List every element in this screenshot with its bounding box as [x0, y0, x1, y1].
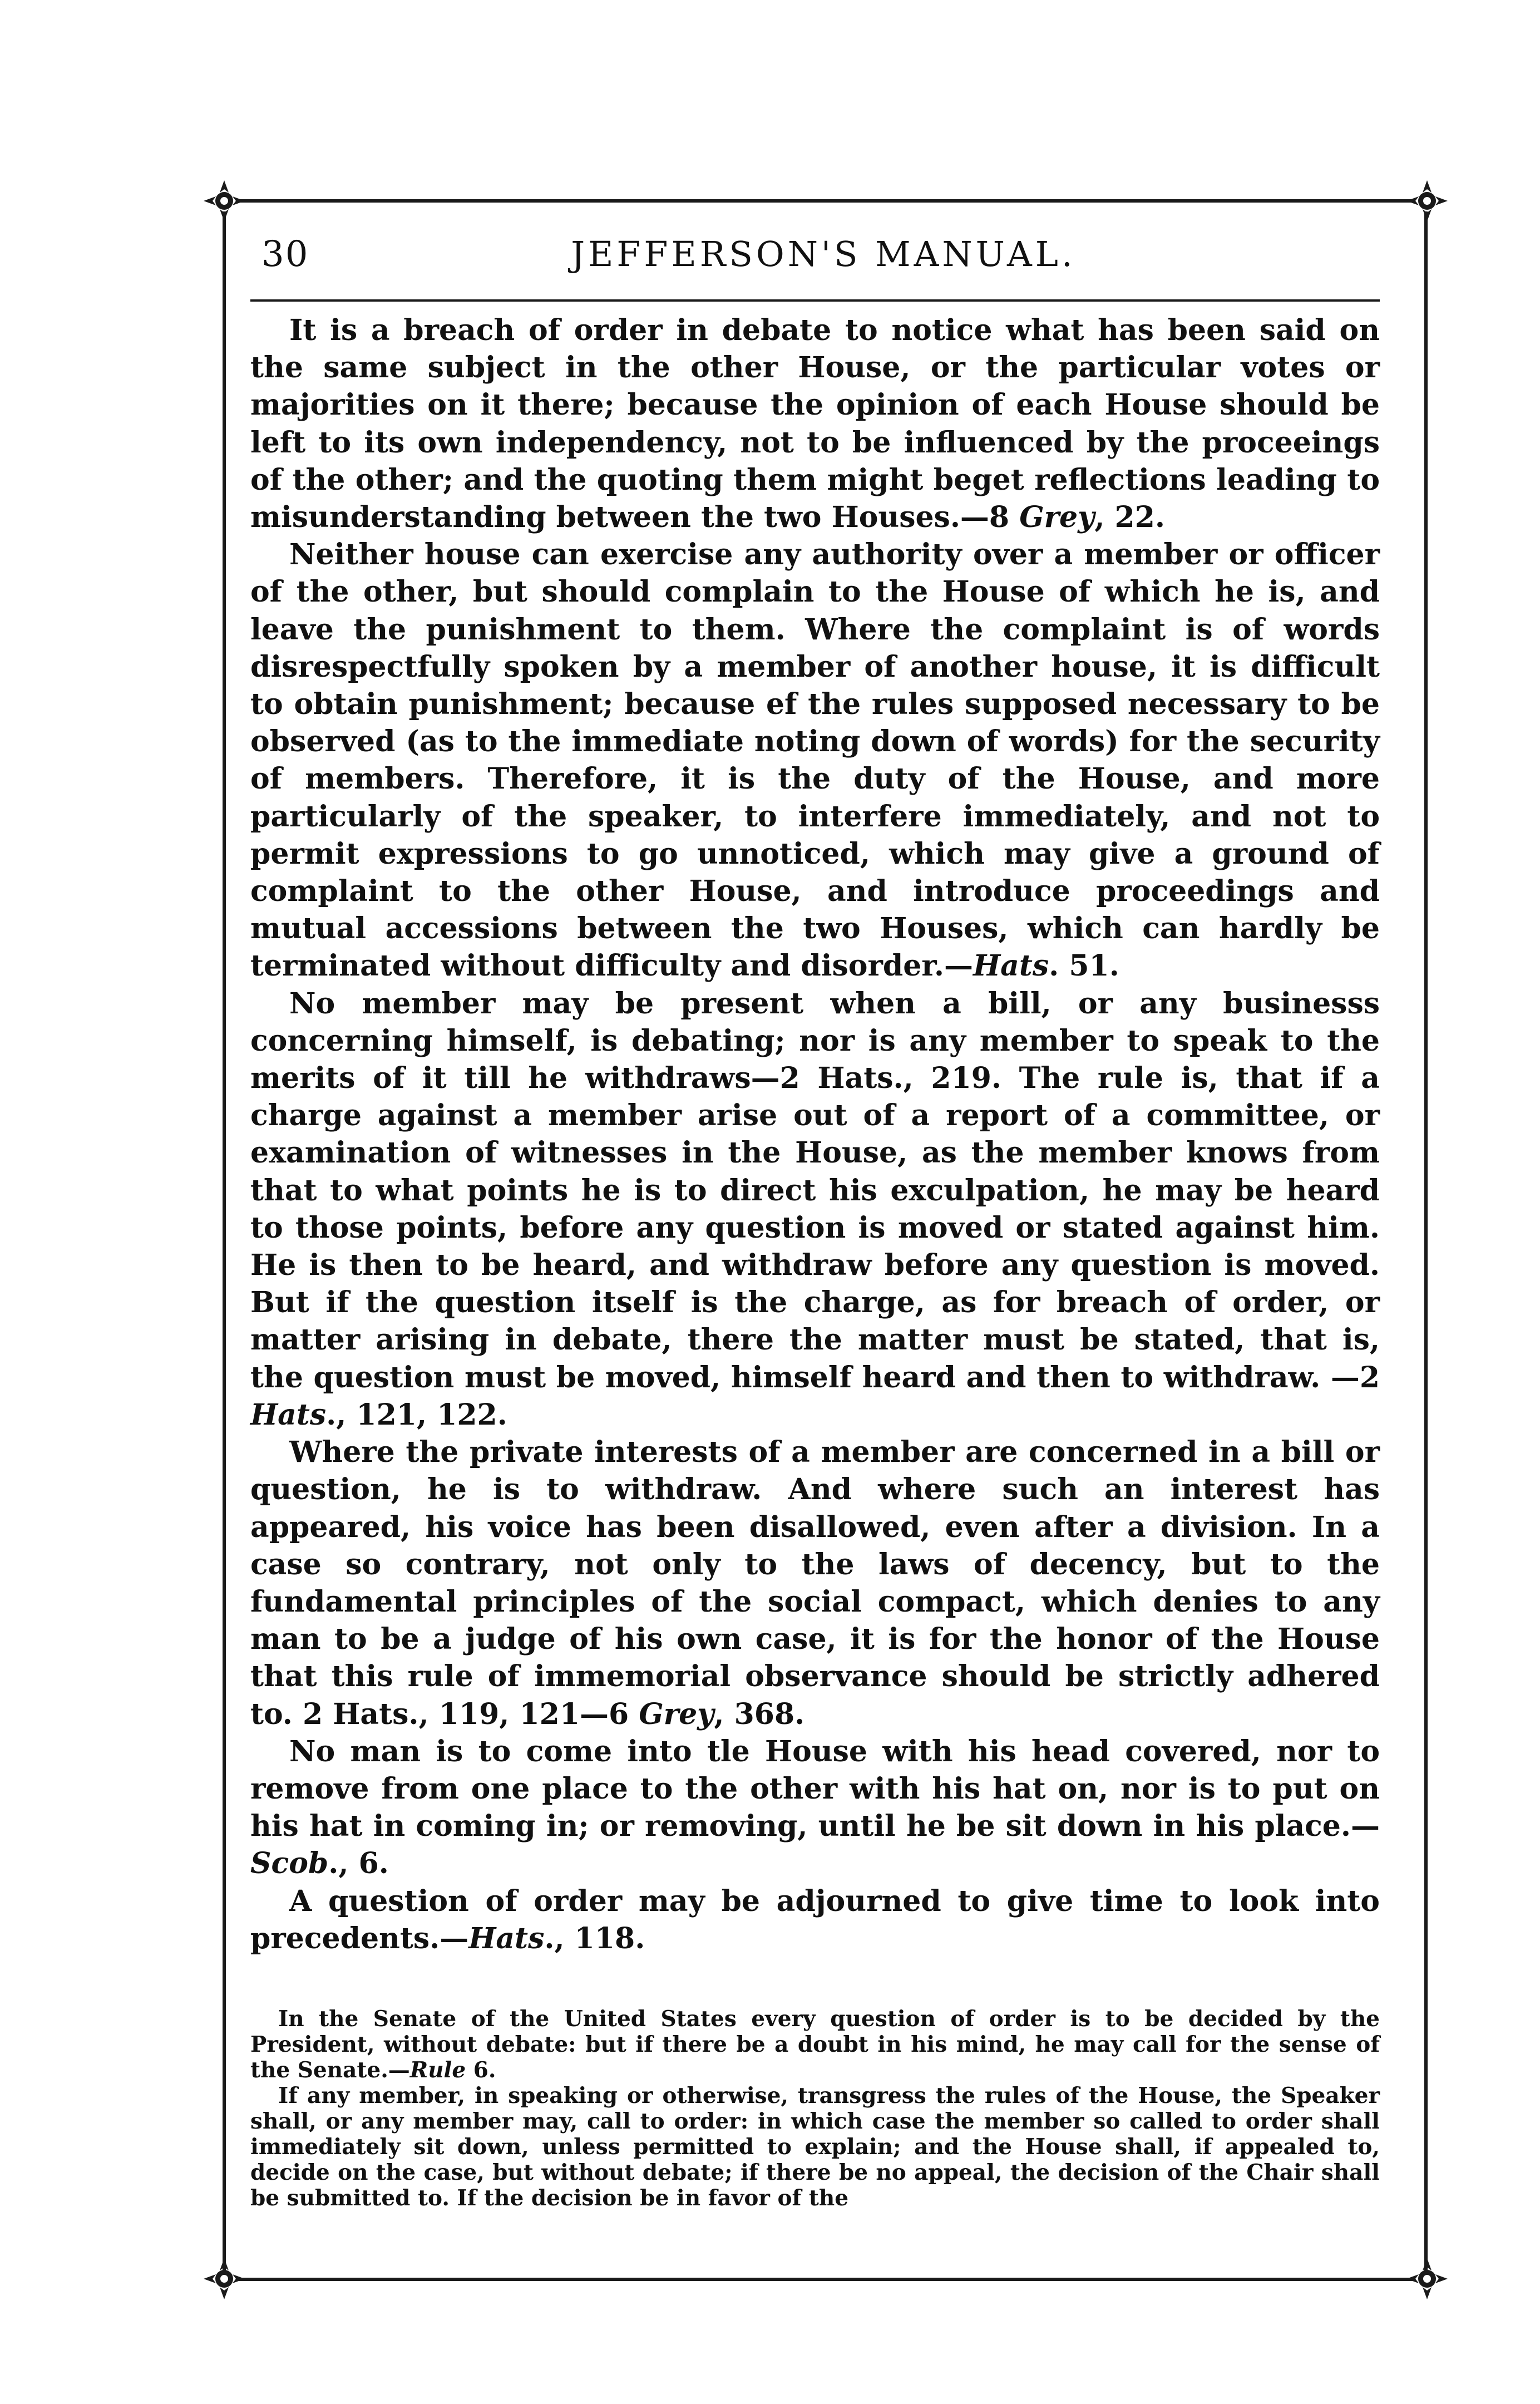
footnote: In the Senate of the United States every question of order is to be decided by the President, without debate: but if there be a doubt in his mind, he may call for the sense of the Senate.—Rule 6.: [250, 2006, 1380, 2083]
footnote: If any member, in speaking or otherwise, transgress the rules of the House, the Speaker shall, or any member may, call to order: in which case the member so called to order shall immediately sit down, unless permitted to explain; and the House shall, if appealed to, decide on the case, but without debate; if there be no appeal, the decision of the Chair shall be submitted to. If the decision be in favor of the: [250, 2083, 1380, 2211]
running-title: JEFFERSON'S MANUAL.: [571, 234, 1076, 274]
border-rule-top: [239, 199, 1413, 203]
border-rule-left: [223, 211, 226, 2270]
main-text: [250, 312, 1380, 1957]
page-number: 30: [261, 234, 309, 275]
paragraph: Where the private interests of a member are concerned in a bill or question, he is to withdraw. And where such an interest has appeared, his voice has been disallowed, even after a division. In a case so contrary, not only to the laws of decency, but to the fundamental principles of the social compact, which denies to any man to be a judge of his own case, it is for the honor of the House that this rule of immemorial observance should be strictly adhered to. 2 Hats., 119, 121—6 Grey, 368.: [250, 1435, 1380, 1731]
running-head: [261, 234, 1385, 289]
corner-ornament-icon: [1402, 176, 1452, 226]
footnote-block: [250, 2006, 1380, 2211]
paragraph: It is a breach of order in debate to notice what has been said on the same subject in the other House, or the particular votes or majorities on it there; because the opinion of each House should be left to its own independency, not to be influenced by the proceeings of the other; and the quoting them might beget reflections leading to misunderstanding between the two Houses.—8 Grey, 22.: [250, 313, 1380, 535]
corner-ornament-icon: [1402, 2254, 1452, 2304]
corner-ornament-icon: [199, 176, 249, 226]
corner-ornament-icon: [199, 2254, 249, 2304]
border-rule-right: [1424, 211, 1428, 2270]
paragraph: No man is to come into tle House with his head covered, nor to remove from one place to the other with his hat on, nor is to put on his hat in coming in; or removing, until he be sit down in his place.—Scob., 6.: [250, 1734, 1380, 1881]
header-rule: [250, 299, 1380, 302]
border-rule-bottom: [239, 2278, 1413, 2281]
paragraph: No member may be present when a bill, or any businesss concerning himself, is debating; nor is any member to speak to the merits of it till he withdraws—2 Hats., 219. The rule is, that if a charge against a member arise out of a report of a committee, or examination of witnesses in the House, as the member knows from that to what points he is to direct his exculpation, he may be heard to those points, before any question is moved or stated against him. He is then to be heard, and withdraw before any question is moved. But if the question itself is the charge, as for breach of order, or matter arising in debate, there the matter must be stated, that is, the question must be moved, himself heard and then to withdraw. —2 Hats., 121, 122.: [250, 986, 1380, 1432]
paragraph: A question of order may be adjourned to give time to look into precedents.—Hats., 118.: [250, 1884, 1380, 1955]
paragraph: Neither house can exercise any authority over a member or officer of the other, but should complain to the House of which he is, and leave the punishment to them. Where the complaint is of words disrespectfully spoken by a member of another house, it is difficult to obtain punishment; because ef the rules supposed necessary to be observed (as to the immediate noting down of words) for the security of members. Therefore, it is the duty of the House, and more particularly of the speaker, to interfere immediately, and not to permit expressions to go unnoticed, which may give a ground of complaint to the other House, and introduce proceedings and mutual accessions between the two Houses, which can hardly be terminated without difficulty and disorder.—Hats. 51.: [250, 538, 1380, 983]
